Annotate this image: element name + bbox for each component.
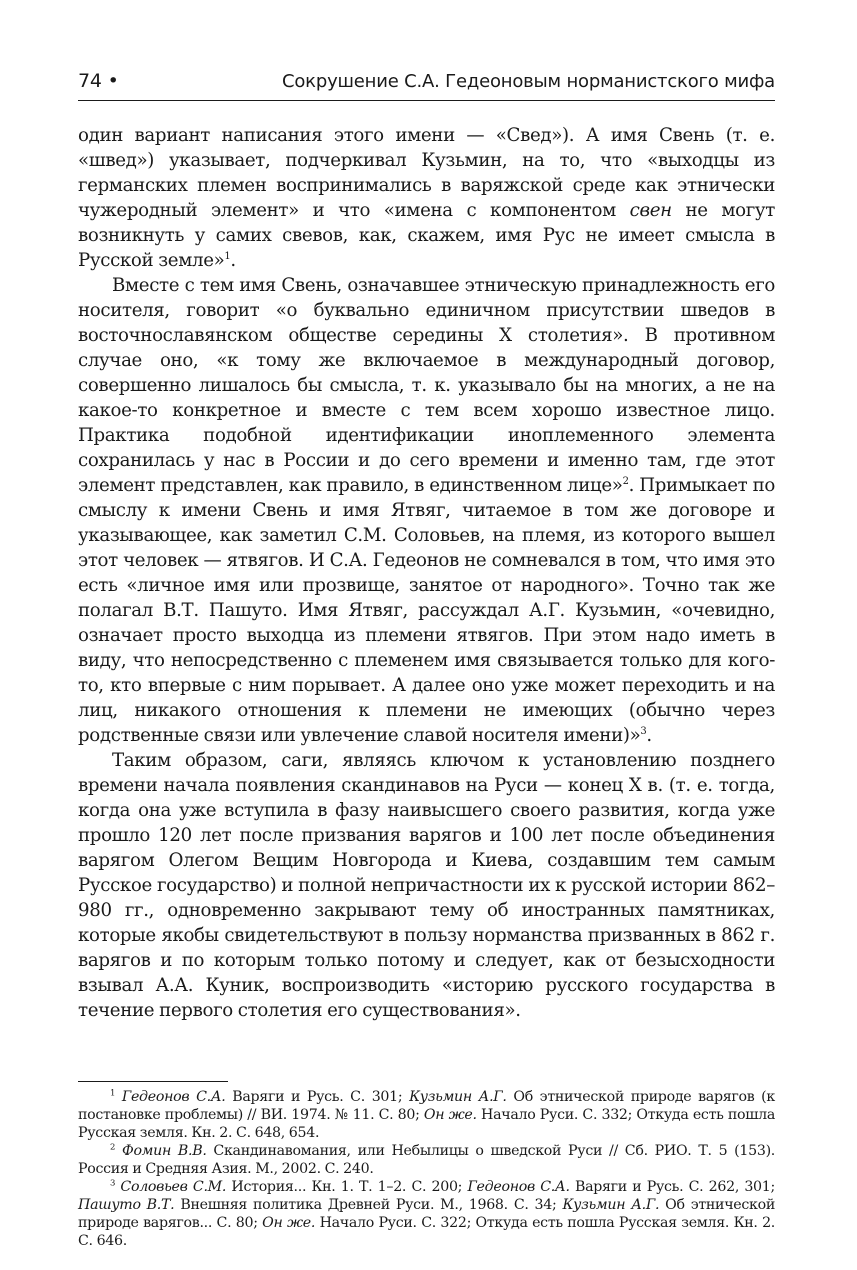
footnote-number: 2 <box>110 1142 116 1153</box>
footnote-author: Кузьмин А.Г. <box>409 1089 507 1105</box>
footnote-2 <box>78 1142 775 1178</box>
footnote-text: Об этнической природе варягов (к постановке проблемы) // ВИ. 1974. № 11. С. 80; <box>78 1089 775 1123</box>
footnotes <box>78 1088 775 1250</box>
footnote-number: 3 <box>110 1178 116 1189</box>
footnote-text: Начало Руси. С. 322; Откуда есть пошла Русская земля. Кн. 2. С. 646. <box>78 1215 775 1249</box>
running-title: Сокрушение С.А. Гедеоновым норманистского мифа <box>281 71 775 92</box>
paragraph-2: Вместе с тем имя Свень, означавшее этническую принадлежность его носителя, говорит «о буквально единичном присутствии шведов в восточнославянском обществе середины X столетия». В противном случае оно, «к тому же включаемое в международный договор, совершенно лишалось бы смысла, т. к. указывало бы на многих, а не на какое-то конкретное и вместе с тем всем хорошо известное лицо. Практика подобной идентификации иноплеменного элемента сохранилась у нас в России и до сего времени и именно там, где этот элемент представлен, как правило, в единственном лице»$^2$. Примыкает по смыслу к имени Свень и имя Ятвяг, читаемое в том же договоре и указывающее, как заметил С.М. Соловьев, на племя, из которого вышел этот человек — ятвягов. И С.А. Гедеонов не сомневался в том, что имя это есть «личное имя или прозвище, занятое от народного». Точно так же полагал В.Т. Пашуто. Имя Ятвяг, рассуждал А.Г. Кузьмин, «очевидно, означает просто выходца из племени ятвягов. При этом надо иметь в виду, что непосредственно с племенем имя связывается только для кого-то, кто впервые с ним порывает. А далее оно уже может переходить и на лиц, никакого отношения к племени не имеющих (обычно через родственные связи или увлечение славой носителя имени)»$^3$. <box>78 275 775 746</box>
footnote-ref-2[interactable]: 2 <box>622 475 629 487</box>
paragraph-3: Таким образом, саги, являясь ключом к установлению позднего времени начала появления скандинавов на Руси — конец X в. (т. е. тогда, когда она уже вступила в фазу наивысшего своего развития, когда уже прошло 120 лет после призвания варягов и 100 лет после объединения варягом Олегом Вещим Новгорода и Киева, создавшим тем самым Русское государство) и полной непричастности их к русской истории 862–980 гг., одновременно закрывают тему об иностранных памятниках, которые якобы свидетельствуют в пользу норманства призванных в 862 г. варягов и по которым только потому и следует, как от безысходности взывал А.А. Куник, воспроизводить «историю русского государства в течение первого столетия его существования». <box>78 750 775 1021</box>
footnote-text: Скандинавомания, или Небылицы о шведской Руси // Сб. РИО. Т. 5 (153). Россия и Средняя Азия. М., 2002. С. 240. <box>78 1143 776 1177</box>
main-text <box>78 123 775 1023</box>
footnote-text: Об этнической природе варягов... С. 80; <box>78 1197 775 1231</box>
paragraph-1: один вариант написания этого имени — «Свед»). А имя Свень (т. е. «швед») указывает, подчеркивал Кузьмин, на то, что «выходцы из германских племен воспринимались в варяжской среде как этнически чужеродный элемент» и что «имена с компонентом свен не могут возникнуть у самих свевов, как, скажем, имя Рус не имеет смысла в Русской земле»$^1$. <box>78 125 775 271</box>
footnote-author: Гедеонов С.А. <box>121 1089 226 1105</box>
footnote-author: Гедеонов С.А. <box>467 1179 570 1195</box>
footnote-author: Фомин В.В. <box>121 1143 207 1159</box>
footnote-ref-3[interactable]: 3 <box>640 725 647 737</box>
footnote-text: История... Кн. 1. Т. 1–2. С. 200; <box>226 1179 468 1195</box>
footnote-rule <box>78 1081 228 1082</box>
footnote-3 <box>78 1178 775 1250</box>
footnote-author: Он же. <box>423 1107 477 1123</box>
footnote-number: 1 <box>110 1088 116 1099</box>
footnote-text: Внешняя политика Древней Руси. М., 1968. С. 34; <box>174 1197 563 1213</box>
footnote-author: Кузьмин А.Г. <box>562 1197 660 1213</box>
footnote-author: Соловьев С.М. <box>120 1179 227 1195</box>
footnote-author: Он же. <box>262 1215 316 1231</box>
running-head <box>78 70 775 101</box>
page-number: 74 • <box>78 70 119 92</box>
footnote-ref-1[interactable]: 1 <box>224 250 231 262</box>
book-page <box>78 70 775 1250</box>
footnote-text: Варяги и Русь. С. 262, 301; <box>569 1179 775 1195</box>
footnote-author: Пашуто В.Т. <box>78 1197 175 1213</box>
footnote-1 <box>78 1088 775 1142</box>
footnote-text: Начало Руси. С. 332; Откуда есть пошла Русская земля. Кн. 2. С. 648, 654. <box>78 1107 776 1141</box>
footnote-text: Варяги и Русь. С. 301; <box>225 1089 410 1105</box>
